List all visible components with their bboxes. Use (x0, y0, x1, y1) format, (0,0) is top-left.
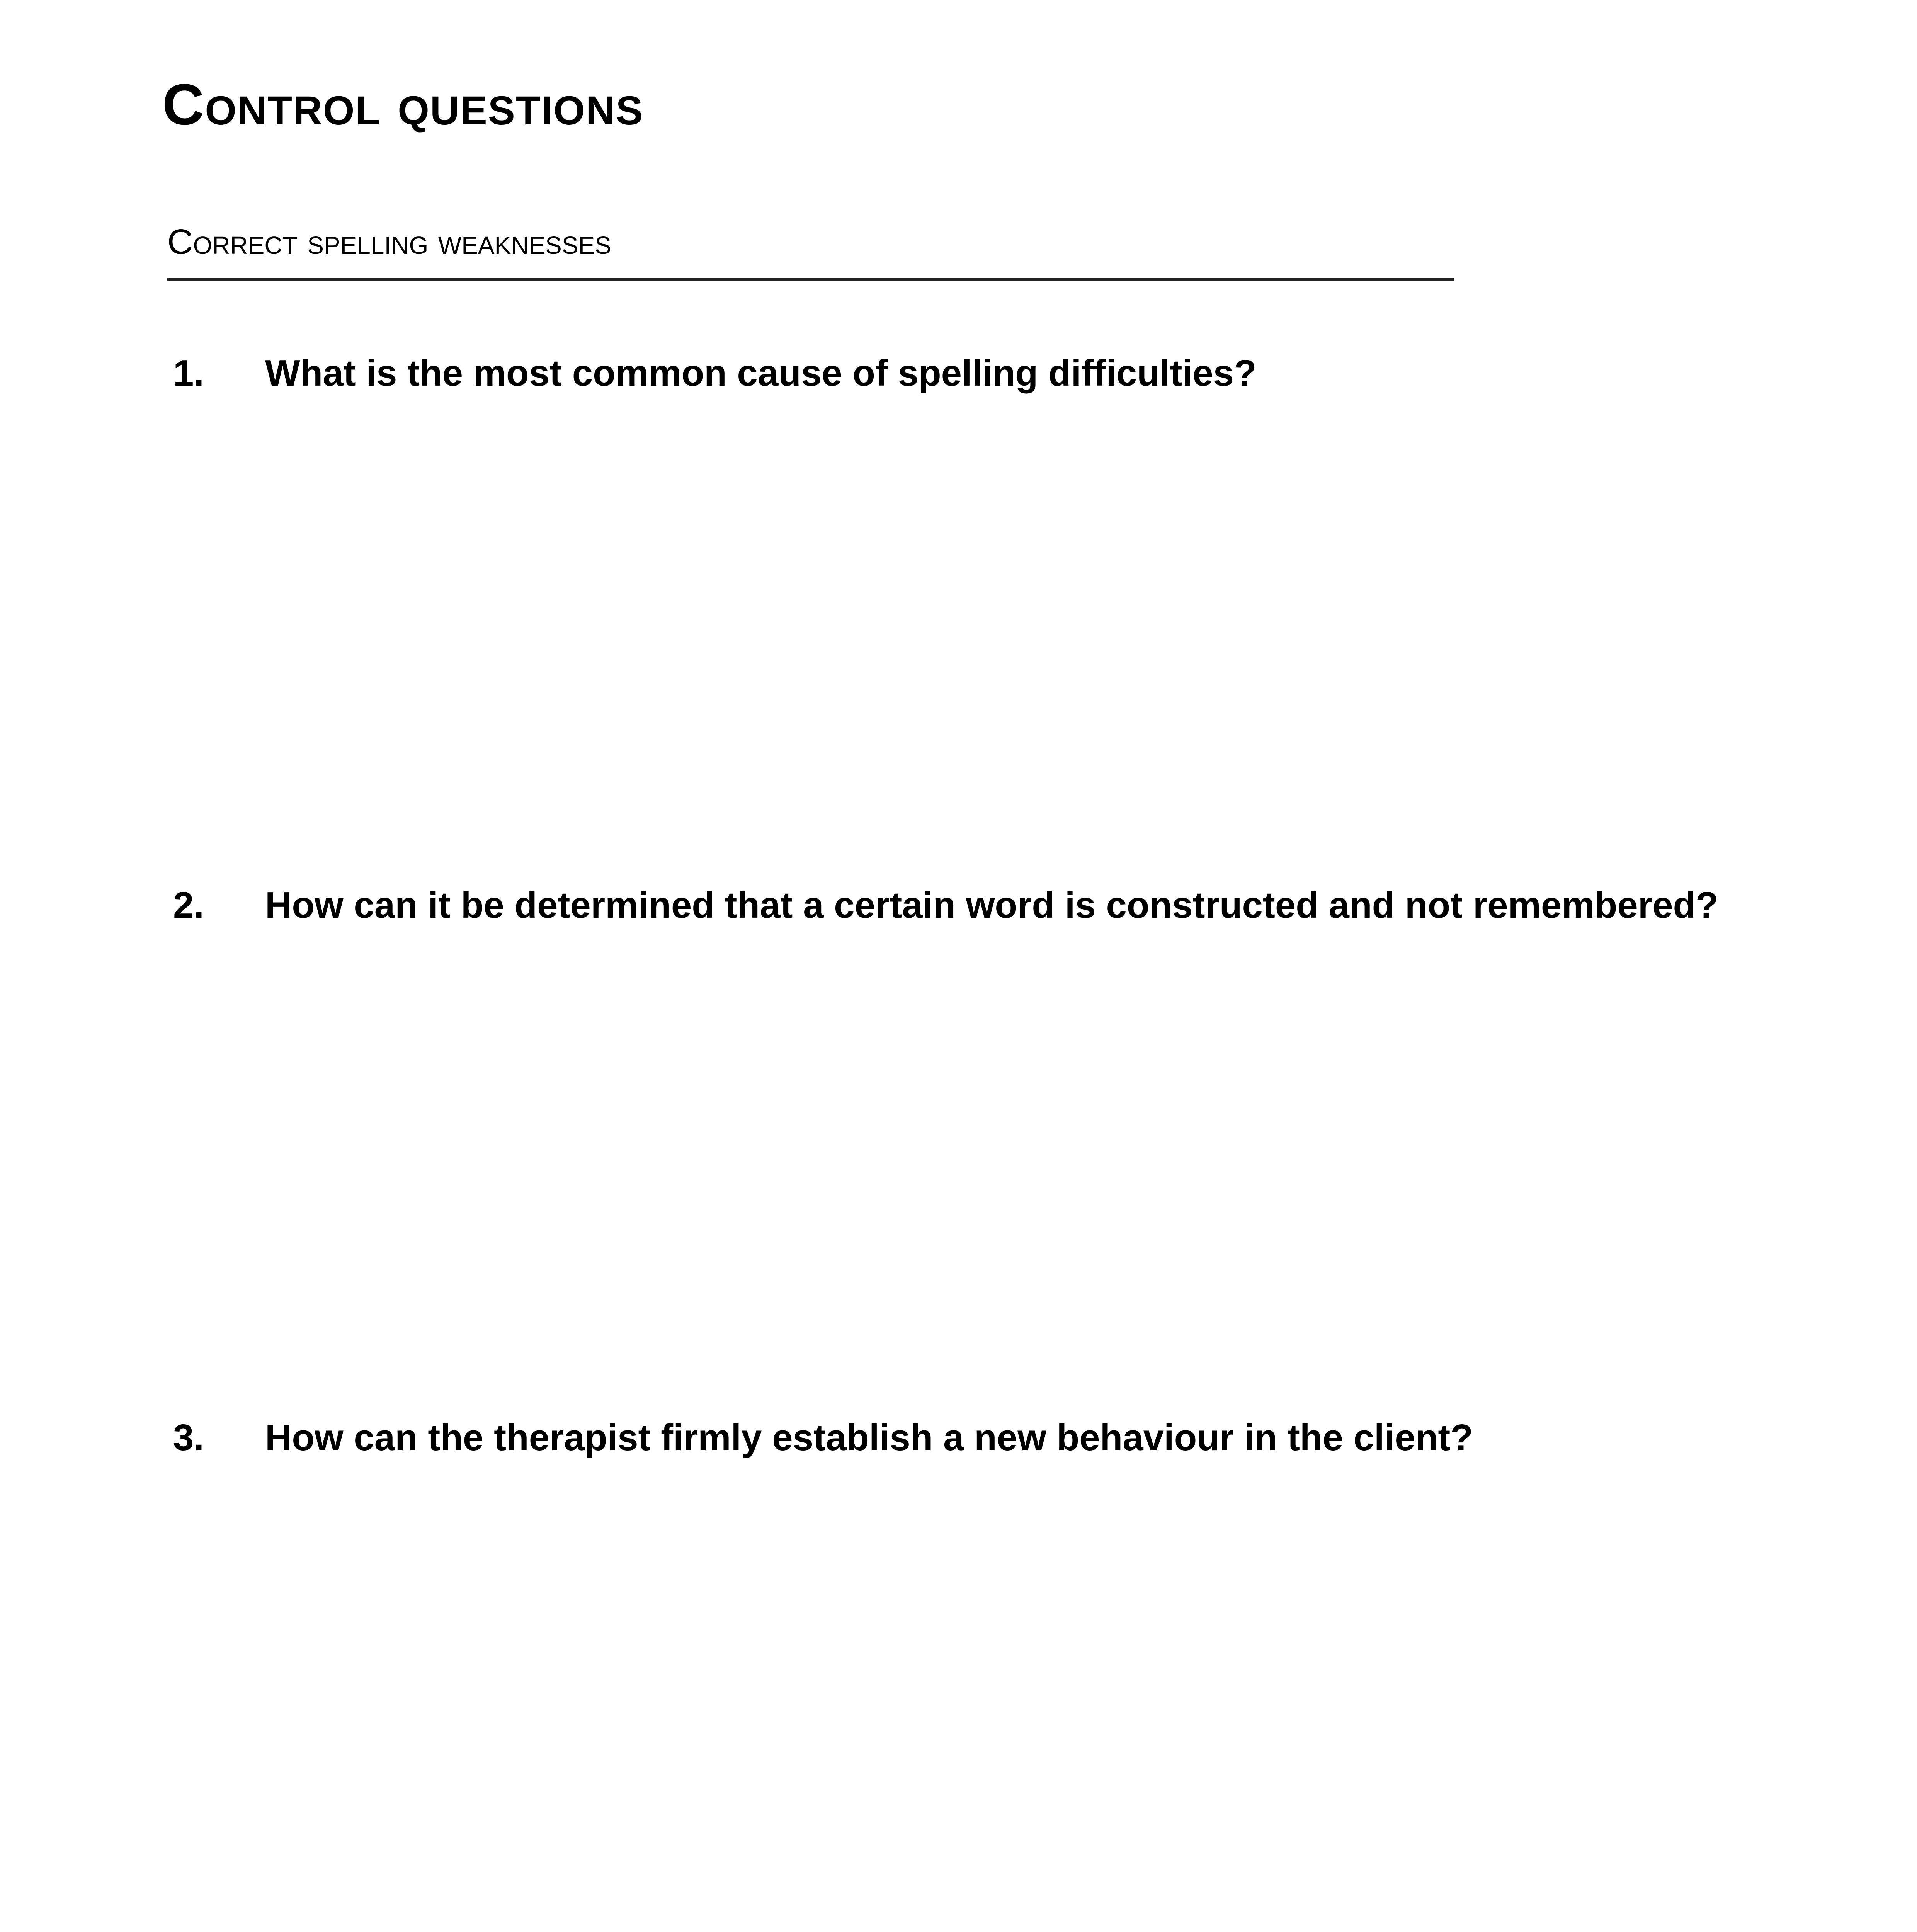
section-header: Correct spelling weaknesses (167, 224, 1454, 281)
question-number: 2. (173, 884, 204, 926)
question-2 (173, 884, 1718, 926)
question-text: How can the therapist firmly establish a new behaviour in the client? (265, 1417, 1473, 1458)
page-title: Control questions (162, 72, 644, 137)
question-number: 3. (173, 1417, 204, 1458)
question-number: 1. (173, 352, 204, 394)
question-text: How can it be determined that a certain word is constructed and not remembered? (265, 884, 1718, 926)
question-1 (173, 352, 1257, 394)
question-text: What is the most common cause of spelling difficulties? (265, 352, 1257, 394)
question-3 (173, 1419, 1473, 1456)
